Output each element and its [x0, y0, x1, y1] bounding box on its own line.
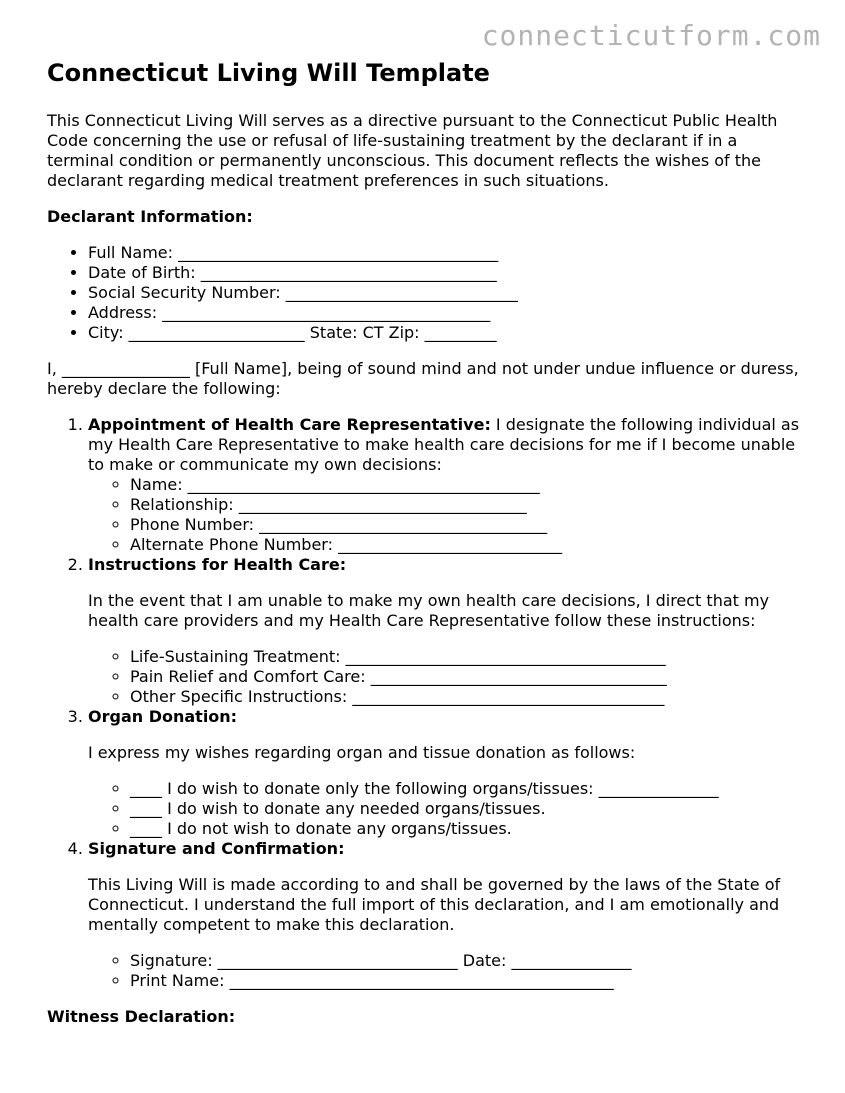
witness-heading: Witness Declaration: — [47, 1007, 236, 1026]
field-date-of-birth: • Date of Birth: _____________________________________ — [88, 263, 807, 283]
field-alt-phone: ◦ Alternate Phone Number: ____________________________ — [130, 535, 807, 555]
field-other-instructions: ◦ Other Specific Instructions: _______________________________________ — [130, 687, 807, 707]
donation-options — [88, 779, 807, 839]
section-paragraph: This Living Will is made according to and shall be governed by the laws of the State of Connecticut. I understand the full import of this declaration, and I am emotionally and mentally competent to make this declaration. — [88, 875, 781, 934]
section-title: Instructions for Health Care: — [88, 555, 347, 574]
section-paragraph: I express my wishes regarding organ and tissue donation as follows: — [88, 743, 636, 762]
option-donate-any: ◦ ____ I do wish to donate any needed organs/tissues. — [130, 799, 807, 819]
field-life-sustaining: ◦ Life-Sustaining Treatment: ________________________________________ — [130, 647, 807, 667]
field-signature-date: ◦ Signature: ______________________________ Date: _______________ — [130, 951, 807, 971]
field-full-name: • Full Name: ________________________________________ — [88, 243, 807, 263]
representative-fields — [88, 475, 807, 555]
field-pain-relief: ◦ Pain Relief and Comfort Care: _____________________________________ — [130, 667, 807, 687]
watermark: connecticutform.com — [481, 19, 821, 52]
field-print-name: ◦ Print Name: ________________________________________________ — [130, 971, 807, 991]
field-address: • Address: _________________________________________ — [88, 303, 807, 323]
field-phone: ◦ Phone Number: ____________________________________ — [130, 515, 807, 535]
declarant-fields — [47, 243, 807, 343]
section-signature — [88, 839, 807, 991]
section-text: I designate the following individual as my Health Care Representative to make health care decisions for me if I become unable to make or communicate my own decisions: — [88, 415, 800, 474]
section-title: Signature and Confirmation: — [88, 839, 345, 858]
signature-fields — [88, 951, 807, 991]
declarant-heading: Declarant Information: — [47, 207, 253, 226]
instruction-fields — [88, 647, 807, 707]
section-title: Appointment of Health Care Representative: — [88, 415, 491, 434]
field-rep-name: ◦ Name: ____________________________________________ — [130, 475, 807, 495]
section-instructions — [88, 555, 807, 707]
field-relationship: ◦ Relationship: ____________________________________ — [130, 495, 807, 515]
document-page — [47, 58, 807, 1043]
declaration-paragraph: I, ________________ [Full Name], being of sound mind and not under undue influence or duress, hereby declare the following: — [47, 359, 799, 398]
document-title: Connecticut Living Will Template — [47, 59, 490, 87]
field-city-state-zip: • City: ______________________ State: CT Zip: _________ — [88, 323, 807, 343]
section-organ-donation — [88, 707, 807, 839]
option-donate-specific: ◦ ____ I do wish to donate only the following organs/tissues: _______________ — [130, 779, 807, 799]
option-no-donation: ◦ ____ I do not wish to donate any organs/tissues. — [130, 819, 807, 839]
field-ssn: • Social Security Number: _____________________________ — [88, 283, 807, 303]
section-paragraph: In the event that I am unable to make my own health care decisions, I direct that my health care providers and my Health Care Representative follow these instructions: — [88, 591, 770, 630]
section-representative — [88, 415, 807, 555]
section-title: Organ Donation: — [88, 707, 238, 726]
sections-list — [47, 415, 807, 991]
intro-paragraph: This Connecticut Living Will serves as a directive pursuant to the Connecticut Public Health Code concerning the use or refusal of life-sustaining treatment by the declarant if in a terminal condition or permanently unconscious. This document reflects the wishes of the declarant regarding medical treatment preferences in such situations. — [47, 111, 778, 190]
